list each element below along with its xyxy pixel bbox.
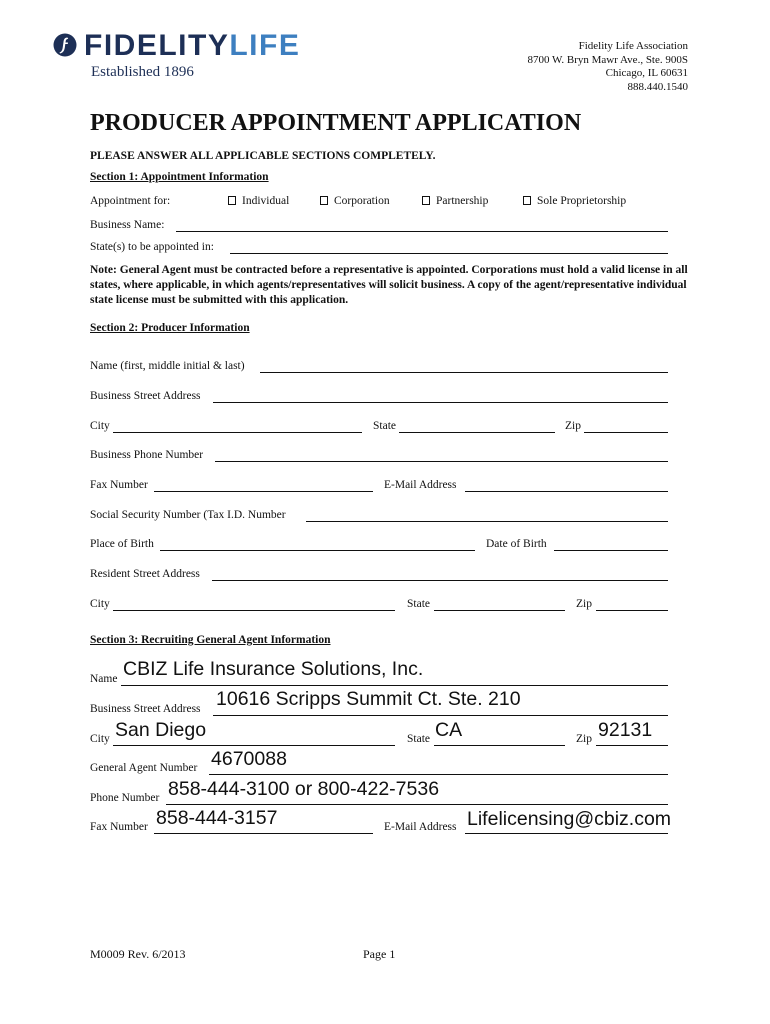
company-address-block (527, 40, 688, 94)
address-line-3: Chicago, IL 60631 (605, 67, 688, 80)
agent-state-value: CA (435, 719, 463, 741)
place-of-birth-label: Place of Birth (90, 538, 154, 550)
agent-fax-field[interactable] (154, 833, 373, 834)
sole-proprietorship-option-label: Sole Proprietorship (537, 195, 627, 207)
agent-city-field[interactable] (113, 745, 395, 746)
sole-proprietorship-checkbox[interactable] (523, 196, 531, 205)
corporation-checkbox[interactable] (320, 196, 328, 205)
page-title: PRODUCER APPOINTMENT APPLICATION (90, 110, 582, 136)
agent-zip-field[interactable] (596, 745, 668, 746)
general-agent-note: Note: General Agent must be contracted before a representative is appointed. Corporations must hold a valid license in all states, where applicable, in which agents/representatives will solicit business. A copy of the agent/representative individual state license must be submitted with this application. (90, 264, 688, 306)
option-partnership[interactable] (422, 195, 488, 207)
agent-phone-field[interactable] (166, 804, 668, 805)
agent-fax-value: 858-444-3157 (156, 807, 278, 829)
option-corporation[interactable] (320, 195, 390, 207)
agent-name-label: Name (90, 673, 118, 685)
resident-state-label: State (407, 598, 430, 610)
partnership-checkbox[interactable] (422, 196, 430, 205)
logo-word-life: LIFE (229, 29, 301, 62)
state-field[interactable] (399, 432, 555, 433)
business-phone-label: Business Phone Number (90, 449, 204, 461)
business-phone-field[interactable] (215, 461, 668, 462)
fax-label: Fax Number (90, 479, 148, 491)
agent-state-label: State (407, 733, 430, 745)
agent-street-field[interactable] (213, 715, 668, 716)
resident-zip-label: Zip (576, 598, 592, 610)
form-revision: M0009 Rev. 6/2013 (90, 947, 186, 961)
business-street-field[interactable] (213, 402, 668, 403)
producer-name-label: Name (first, middle initial & last) (90, 360, 245, 372)
agent-number-label: General Agent Number (90, 762, 198, 774)
agent-phone-label: Phone Number (90, 792, 160, 804)
zip-field[interactable] (584, 432, 668, 433)
agent-number-field[interactable] (209, 774, 668, 775)
page-number: Page 1 (363, 947, 396, 961)
date-of-birth-label: Date of Birth (486, 538, 547, 550)
agent-street-label: Business Street Address (90, 703, 201, 715)
section-3-heading: Section 3: Recruiting General Agent Information (90, 634, 331, 646)
agent-city-label: City (90, 733, 110, 745)
resident-street-field[interactable] (212, 580, 668, 581)
city-label: City (90, 420, 110, 432)
agent-fax-label: Fax Number (90, 821, 148, 833)
option-individual[interactable] (228, 195, 289, 207)
logo-word-fidelity: FIDELITY (84, 29, 230, 62)
resident-state-field[interactable] (434, 610, 565, 611)
agent-city-value: San Diego (115, 719, 207, 741)
agent-zip-value: 92131 (598, 719, 653, 741)
agent-name-value: CBIZ Life Insurance Solutions, Inc. (123, 658, 424, 680)
date-of-birth-field[interactable] (554, 550, 668, 551)
fidelity-logo-icon (53, 33, 77, 57)
page-subtitle: PLEASE ANSWER ALL APPLICABLE SECTIONS COMPLETELY. (90, 150, 436, 162)
state-label: State (373, 420, 396, 432)
email-field[interactable] (465, 491, 668, 492)
email-label: E-Mail Address (384, 479, 457, 491)
city-field[interactable] (113, 432, 362, 433)
address-line-4: 888.440.1540 (627, 80, 688, 93)
ssn-label: Social Security Number (Tax I.D. Number (90, 509, 286, 521)
resident-street-label: Resident Street Address (90, 568, 200, 580)
zip-label: Zip (565, 420, 581, 432)
states-appointed-label: State(s) to be appointed in: (90, 241, 214, 253)
individual-option-label: Individual (242, 195, 290, 207)
producer-name-field[interactable] (260, 372, 668, 373)
business-street-label: Business Street Address (90, 390, 201, 402)
company-logo-wordmark (84, 30, 300, 62)
address-line-2: 8700 W. Bryn Mawr Ave., Ste. 900S (527, 53, 688, 66)
ssn-field[interactable] (306, 521, 668, 522)
logo-tagline: Established 1896 (91, 64, 194, 80)
agent-email-value: Lifelicensing@cbiz.com (467, 808, 672, 830)
option-sole-proprietorship[interactable] (523, 195, 626, 207)
resident-city-field[interactable] (113, 610, 395, 611)
resident-city-label: City (90, 598, 110, 610)
agent-zip-label: Zip (576, 733, 592, 745)
business-name-field[interactable] (176, 231, 668, 232)
place-of-birth-field[interactable] (160, 550, 475, 551)
agent-number-value: 4670088 (211, 748, 287, 770)
partnership-option-label: Partnership (436, 195, 489, 207)
individual-checkbox[interactable] (228, 196, 236, 205)
agent-email-label: E-Mail Address (384, 821, 457, 833)
states-appointed-field[interactable] (230, 253, 668, 254)
corporation-option-label: Corporation (334, 195, 390, 207)
section-1-heading: Section 1: Appointment Information (90, 171, 269, 183)
resident-zip-field[interactable] (596, 610, 668, 611)
agent-name-field[interactable] (121, 685, 668, 686)
appointment-for-label: Appointment for: (90, 195, 171, 207)
agent-street-value: 10616 Scripps Summit Ct. Ste. 210 (216, 688, 521, 710)
business-name-label: Business Name: (90, 219, 165, 231)
section-2-heading: Section 2: Producer Information (90, 322, 250, 334)
fax-field[interactable] (154, 491, 373, 492)
agent-state-field[interactable] (434, 745, 565, 746)
agent-phone-value: 858-444-3100 or 800-422-7536 (168, 778, 440, 800)
agent-email-field[interactable] (465, 833, 668, 834)
address-line-1: Fidelity Life Association (578, 40, 688, 52)
